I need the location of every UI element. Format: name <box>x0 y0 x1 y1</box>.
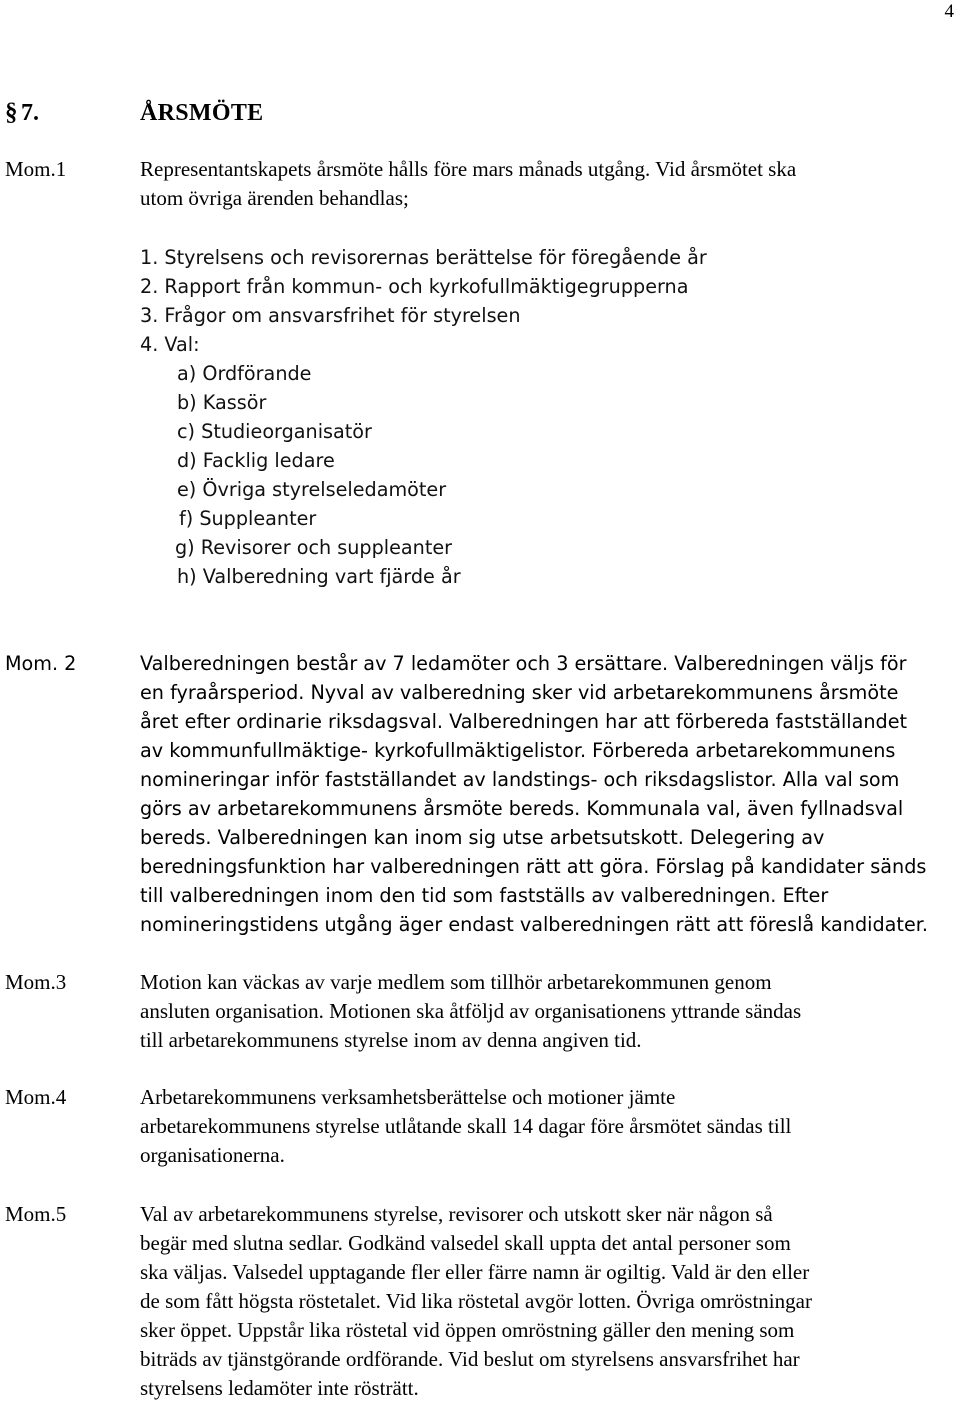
agenda-subitem: h) Valberedning vart fjärde år <box>177 565 461 588</box>
agenda-item: 1. Styrelsens och revisorernas berättelse för föregående år <box>140 246 707 269</box>
section-symbol: § <box>5 99 18 126</box>
section-title: ÅRSMÖTE <box>140 100 264 126</box>
mom2-line: nomineringstidens utgång äger endast valberedningen rätt att föreslå kandidater. <box>140 913 928 936</box>
agenda-item: 2. Rapport från kommun- och kyrkofullmäktigegrupperna <box>140 275 689 298</box>
mom2-line: av kommunfullmäktige- kyrkofullmäktigelistor. Förbereda arbetarekommunens <box>140 739 896 762</box>
mom5-line: styrelsens ledamöter inte rösträtt. <box>140 1376 419 1400</box>
mom1-intro-line: utom övriga ärenden behandlas; <box>140 186 409 210</box>
mom1-intro <box>140 155 940 213</box>
agenda-subitem: c) Studieorganisatör <box>177 420 372 443</box>
mom3-label: Mom.3 <box>5 970 67 994</box>
mom4-line: Arbetarekommunens verksamhetsberättelse och motioner jämte <box>140 1085 676 1109</box>
section-number: 7. <box>21 100 39 126</box>
mom4-text <box>140 1083 940 1170</box>
mom4-line: organisationerna. <box>140 1143 285 1167</box>
agenda-subitem: g) Revisorer och suppleanter <box>175 536 453 559</box>
mom5-line: ska väljas. Valsedel upptagande fler eller färre namn är ogiltig. Vald är den eller <box>140 1260 810 1284</box>
mom1-agenda-list <box>140 243 707 591</box>
agenda-subitem: b) Kassör <box>177 391 267 414</box>
mom3-line: ansluten organisation. Motionen ska åtföljd av organisationens yttrande sändas <box>140 999 802 1023</box>
mom4-label: Mom.4 <box>5 1085 67 1109</box>
mom4-line: arbetarekommunens styrelse utlåtande skall 14 dagar före årsmötet sändas till <box>140 1114 792 1138</box>
mom1-intro-line: Representantskapets årsmöte hålls före mars månads utgång. Vid årsmötet ska <box>140 157 797 181</box>
mom2-line: Valberedningen består av 7 ledamöter och 3 ersättare. Valberedningen väljs för <box>140 652 907 675</box>
mom3-line: Motion kan väckas av varje medlem som tillhör arbetarekommunen genom <box>140 970 772 994</box>
mom2-line: en fyraårsperiod. Nyval av valberedning sker vid arbetarekommunens årsmöte <box>140 681 899 704</box>
mom5-line: biträds av tjänstgörande ordförande. Vid beslut om styrelsens ansvarsfrihet har <box>140 1347 800 1371</box>
agenda-subitem: d) Facklig ledare <box>177 449 335 472</box>
mom2-text <box>140 649 940 939</box>
agenda-item: 3. Frågor om ansvarsfrihet för styrelsen <box>140 304 521 327</box>
agenda-subitem: f) Suppleanter <box>179 507 317 530</box>
mom5-line: de som fått högsta röstetalet. Vid lika röstetal avgör lotten. Övriga omröstningar <box>140 1289 812 1313</box>
mom2-line: bereds. Valberedningen kan inom sig utse arbetsutskott. Delegering av <box>140 826 825 849</box>
mom1-label: Mom.1 <box>5 157 67 181</box>
mom5-line: begär med slutna sedlar. Godkänd valsedel skall uppta det antal personer som <box>140 1231 791 1255</box>
agenda-subitem: a) Ordförande <box>177 362 312 385</box>
section-heading <box>0 98 960 128</box>
page-number: 4 <box>944 1 954 22</box>
mom2-label: Mom. 2 <box>5 652 77 675</box>
mom5-text <box>140 1200 940 1403</box>
mom2-line: nomineringar inför fastställandet av landstings- och riksdagslistor. Alla val som <box>140 768 900 791</box>
mom3-text <box>140 968 940 1055</box>
mom5-line: sker öppet. Uppstår lika röstetal vid öppen omröstning gäller den mening som <box>140 1318 795 1342</box>
mom2-line: året efter ordinarie riksdagsval. Valberedningen har att förbereda fastställandet <box>140 710 908 733</box>
agenda-item: 4. Val: <box>140 333 200 356</box>
mom2-line: beredningsfunktion har valberedningen rätt att göra. Förslag på kandidater sänds <box>140 855 927 878</box>
agenda-subitem: e) Övriga styrelseledamöter <box>177 478 447 501</box>
mom3-line: till arbetarekommunens styrelse inom av denna angiven tid. <box>140 1028 642 1052</box>
mom2-line: till valberedningen inom den tid som fastställs av valberedningen. Efter <box>140 884 829 907</box>
mom5-line: Val av arbetarekommunens styrelse, revisorer och utskott sker när någon så <box>140 1202 773 1226</box>
mom5-label: Mom.5 <box>5 1202 67 1226</box>
mom2-line: görs av arbetarekommunens årsmöte bereds. Kommunala val, även fyllnadsval <box>140 797 904 820</box>
